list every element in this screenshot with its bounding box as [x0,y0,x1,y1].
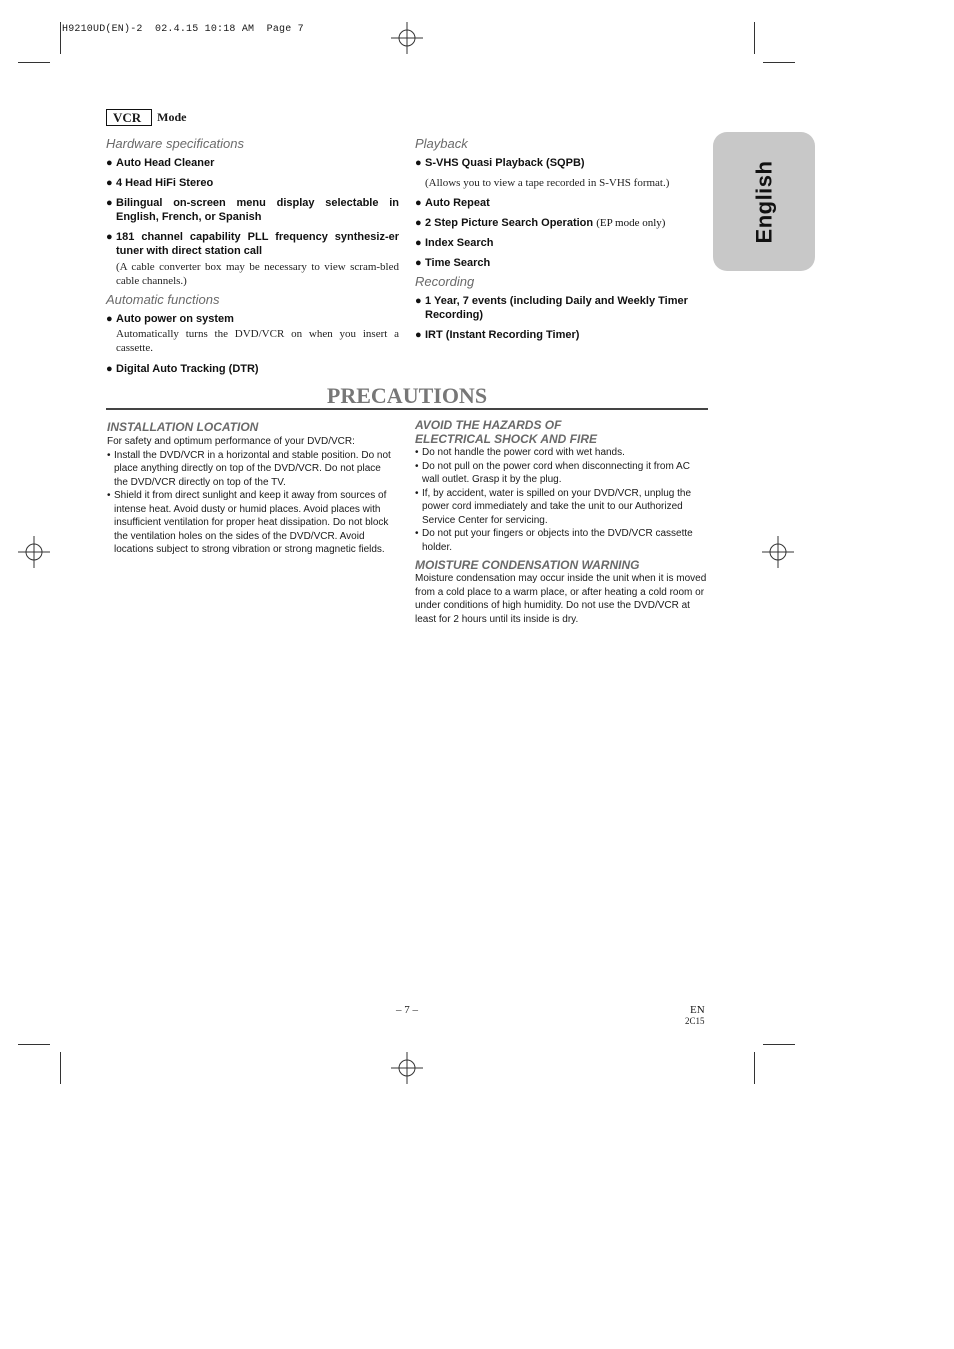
list-item: ● 1 Year, 7 events (including Daily and Weekly Timer Recording) [415,295,688,321]
hazards-heading: ELECTRICAL SHOCK AND FIRE [415,432,598,446]
bullet-icon: • [415,487,419,499]
bullet-icon: ● [415,157,422,169]
bullet-icon: ● [106,177,113,189]
registration-mark-icon [391,22,423,54]
section-divider [106,408,708,410]
list-item: ● Digital Auto Tracking (DTR) [106,363,259,375]
crop-mark [754,22,755,54]
list-item: • Install the DVD/VCR in a horizontal and stable position. Do not place anything directly on top of the DVD/VCR. Do not place the DVD/VCR directly on top of the TV. [107,449,391,488]
page-number: – 7 – [396,1004,418,1016]
installation-intro: For safety and optimum performance of your DVD/VCR: [107,436,355,447]
bullet-icon: • [415,460,419,472]
bullet-icon: ● [106,363,113,375]
item-note: (Allows you to view a tape recorded in S-VHS format.) [425,177,670,189]
bullet-icon: ● [415,329,422,341]
bullet-icon: • [415,447,419,458]
features-left-column [106,136,399,376]
features-right-column [415,136,711,342]
list-item: ● Index Search [415,237,494,249]
playback-heading: Playback [415,136,468,151]
bullet-icon: ● [106,197,113,209]
moisture-heading: MOISTURE CONDENSATION WARNING [415,558,640,572]
list-item: ● 4 Head HiFi Stereo [106,177,214,189]
list-item: ● Time Search [415,257,491,269]
registration-mark-icon [18,536,50,568]
item-note: Automatically turns the DVD/VCR on when you insert a cassette. [116,328,399,354]
mode-label: Mode [157,110,187,124]
hardware-heading: Hardware specifications [106,136,245,151]
automatic-heading: Automatic functions [106,292,220,307]
list-item: ● 2 Step Picture Search Operation (EP mode only) [415,217,666,229]
crop-mark [763,62,795,63]
precautions-title: PRECAUTIONS [326,383,488,408]
bullet-icon: ● [415,257,422,269]
language-tab [713,132,815,271]
list-item: ● 181 channel capability PLL frequency synthesiz-er tuner with direct station call [106,231,399,257]
item-note: (A cable converter box may be necessary to view scram-bled cable channels.) [116,261,399,287]
item-suffix: (EP mode only) [596,217,666,229]
language-tab-label: English [750,160,776,243]
bullet-icon: ● [106,157,113,169]
document-code: 2C15 [685,1016,705,1026]
installation-heading: INSTALLATION LOCATION [107,420,259,434]
bullet-icon: ● [415,295,422,307]
bullet-icon: • [107,449,111,461]
moisture-body: Moisture condensation may occur inside the unit when it is moved from a cold place to a warm place, or after heating a cold room or under conditions of high humidity. Do not use the DVD/VCR at least for 2 hours until its inside is dry. [415,573,707,625]
vcr-badge: VCR [106,109,152,126]
list-item: ● IRT (Instant Recording Timer) [415,329,580,341]
registration-mark-icon [391,1052,423,1084]
recording-heading: Recording [415,274,475,289]
list-item: • Do not handle the power cord with wet hands. [415,447,625,458]
crop-mark [754,1052,755,1084]
mode-heading [106,109,187,126]
language-code: EN [690,1004,705,1016]
precautions-left-column [107,420,393,557]
list-item: • Do not put your fingers or objects into the DVD/VCR cassette holder. [415,528,693,553]
crop-mark [763,1044,795,1045]
hazards-heading: AVOID THE HAZARDS OF [415,418,562,432]
list-item: ● S-VHS Quasi Playback (SQPB) [415,157,585,169]
list-item: ● Auto Head Cleaner [106,157,215,169]
bullet-icon: ● [106,313,113,325]
crop-mark [18,1044,50,1045]
list-item: • If, by accident, water is spilled on your DVD/VCR, unplug the power cord immediately and take the unit to our Authorized Service Center for servicing. [415,487,692,526]
list-item: ● Auto power on system [106,313,234,325]
crop-mark [60,1052,61,1084]
bullet-icon: ● [415,197,422,209]
crop-mark [60,22,61,54]
crop-mark [18,62,50,63]
precautions-right-column [415,418,709,626]
list-item: ● Auto Repeat [415,197,490,209]
list-item: ● Bilingual on-screen menu display selectable in English, French, or Spanish [106,197,399,223]
print-slug: H9210UD(EN)-2 02.4.15 10:18 AM Page 7 [62,24,304,35]
bullet-icon: • [107,490,111,501]
bullet-icon: ● [415,217,422,229]
list-item: • Do not pull on the power cord when disconnecting it from AC wall outlet. Grasp it by the plug. [415,460,690,485]
bullet-icon: • [415,528,419,539]
list-item: • Shield it from direct sunlight and keep it away from sources of intense heat. Avoid dusty or humid places. Avoid places with insufficient ventilation for proper heat dissipation. Do not block the ventilation holes on the sides of the DVD/VCR. Avoid locations subject to strong vibration or strong magnetic fields. [107,490,389,555]
bullet-icon: ● [415,237,422,249]
bullet-icon: ● [106,231,113,243]
registration-mark-icon [762,536,794,568]
